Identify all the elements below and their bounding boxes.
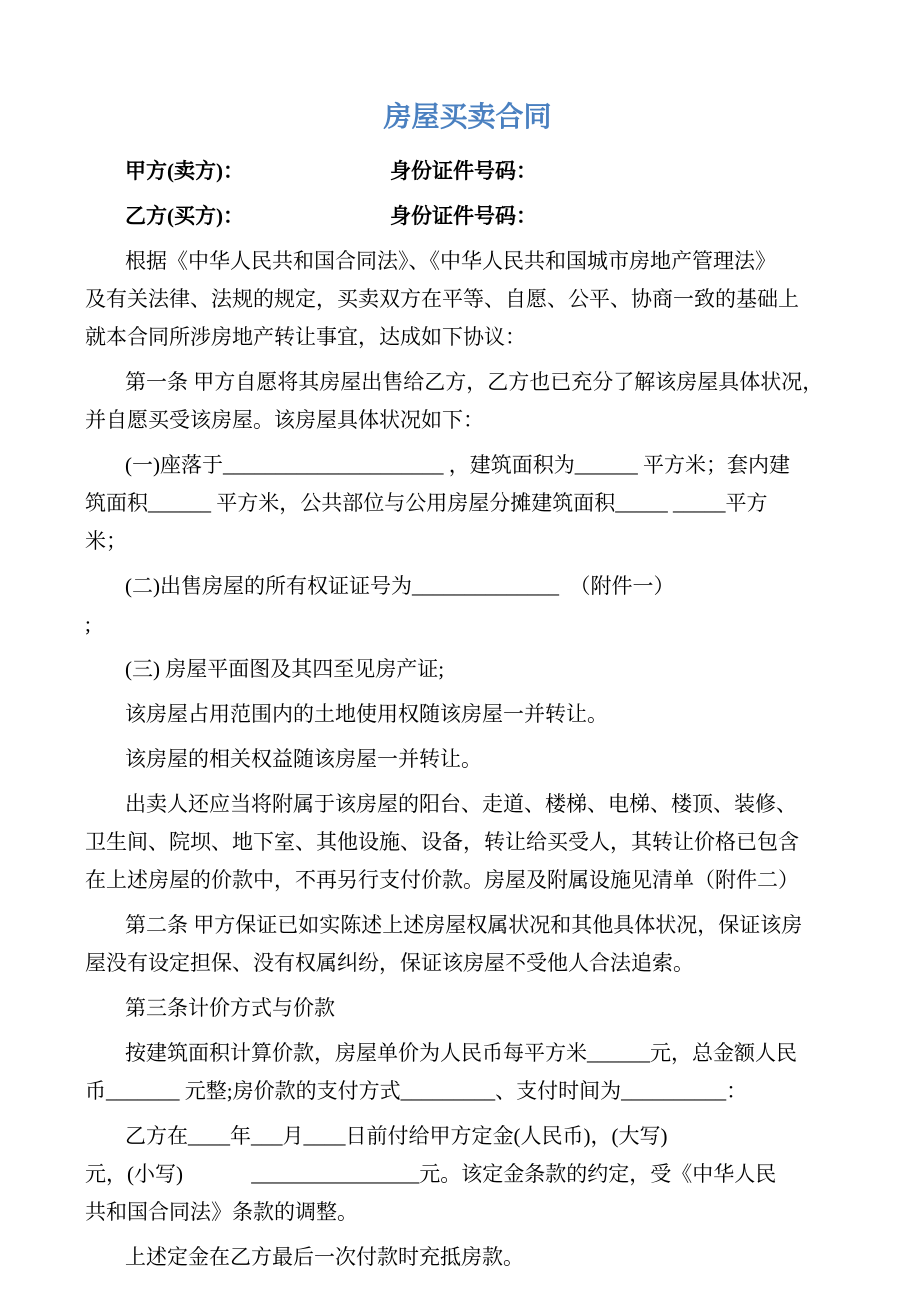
paragraph-line: (三) 房屋平面图及其四至见房产证; — [125, 657, 445, 681]
paragraph-line: 米； — [85, 529, 127, 553]
document-title: 房屋买卖合同 — [383, 101, 552, 132]
paragraph-line: (一)座落于_____________________ ，建筑面积为______ 平方米；套内建 — [125, 453, 790, 477]
paragraph-line: 根据《中华人民共和国合同法》、《中华人民共和国城市房地产管理法》 — [125, 249, 776, 273]
paragraph-attachments — [85, 785, 850, 899]
paragraph-line: 筑面积______ 平方米，公共部位与公用房屋分摊建筑面积_____ _____平方 — [85, 491, 768, 515]
paragraph-deposit — [85, 1117, 850, 1231]
paragraph-line: 并自愿买受该房屋。该房屋具体状况如下： — [85, 408, 484, 432]
paragraph-line: ; — [85, 612, 91, 636]
paragraph-line: 币_______ 元整;房价款的支付方式_________、支付时间为__________： — [85, 1079, 748, 1103]
paragraph-deposit-offset — [85, 1238, 850, 1276]
paragraph-line: 元，(小写) ________________元。该定金条款的约定，受《中华人民 — [85, 1162, 777, 1186]
paragraph-item2-ownership-cert — [85, 567, 850, 643]
paragraph-line: 按建筑面积计算价款，房屋单价为人民币每平方米______元，总金额人民 — [125, 1041, 797, 1065]
paragraph-price — [85, 1034, 850, 1110]
buyer-id-label: 身份证件号码： — [390, 204, 537, 228]
paragraph-land-use — [85, 695, 850, 733]
paragraph-article3-heading — [85, 989, 850, 1027]
paragraph-line: 出卖人还应当将附属于该房屋的阳台、走道、楼梯、电梯、楼顶、装修、 — [125, 792, 797, 816]
buyer-label: 乙方(买方)： — [125, 204, 244, 228]
paragraph-line: 该房屋的相关权益随该房屋一并转让。 — [125, 747, 482, 771]
party-line-seller — [85, 152, 850, 190]
paragraph-item1-location — [85, 446, 850, 560]
paragraph-article1 — [85, 363, 850, 439]
seller-id-label: 身份证件号码： — [390, 159, 537, 183]
paragraph-line: 共和国合同法》条款的调整。 — [85, 1200, 358, 1224]
paragraph-line: 第二条 甲方保证已如实陈述上述房屋权属状况和其他具体状况，保证该房 — [125, 913, 803, 937]
paragraph-item3-floorplan — [85, 650, 850, 688]
paragraph-line: 第一条 甲方自愿将其房屋出售给乙方，乙方也已充分了解该房屋具体状况， — [125, 370, 824, 394]
paragraph-related-rights — [85, 740, 850, 778]
paragraph-line: (二)出售房屋的所有权证证号为______________ （附件一） — [125, 574, 675, 598]
paragraph-line: 乙方在____年___月____日前付给甲方定金(人民币)，(大写) — [125, 1124, 668, 1148]
paragraph-article2 — [85, 906, 850, 982]
paragraph-line: 第三条计价方式与价款 — [125, 996, 335, 1020]
paragraph-line: 就本合同所涉房地产转让事宜，达成如下协议： — [85, 325, 526, 349]
paragraph-line: 卫生间、院坝、地下室、其他设施、设备，转让给买受人，其转让价格已包含 — [85, 830, 799, 854]
paragraph-line: 该房屋占用范围内的土地使用权随该房屋一并转让。 — [125, 702, 608, 726]
paragraph-line: 在上述房屋的价款中，不再另行支付价款。房屋及附属设施见清单（附件二） — [85, 868, 799, 892]
paragraph-line: 上述定金在乙方最后一次付款时充抵房款。 — [125, 1245, 524, 1269]
party-line-buyer — [85, 197, 850, 235]
paragraph-preamble — [85, 242, 850, 356]
seller-label: 甲方(卖方)： — [125, 159, 244, 183]
paragraph-line: 及有关法律、法规的规定，买卖双方在平等、自愿、公平、协商一致的基础上 — [85, 287, 799, 311]
paragraph-line: 屋没有设定担保、没有权属纠纷，保证该房屋不受他人合法追索。 — [85, 951, 694, 975]
